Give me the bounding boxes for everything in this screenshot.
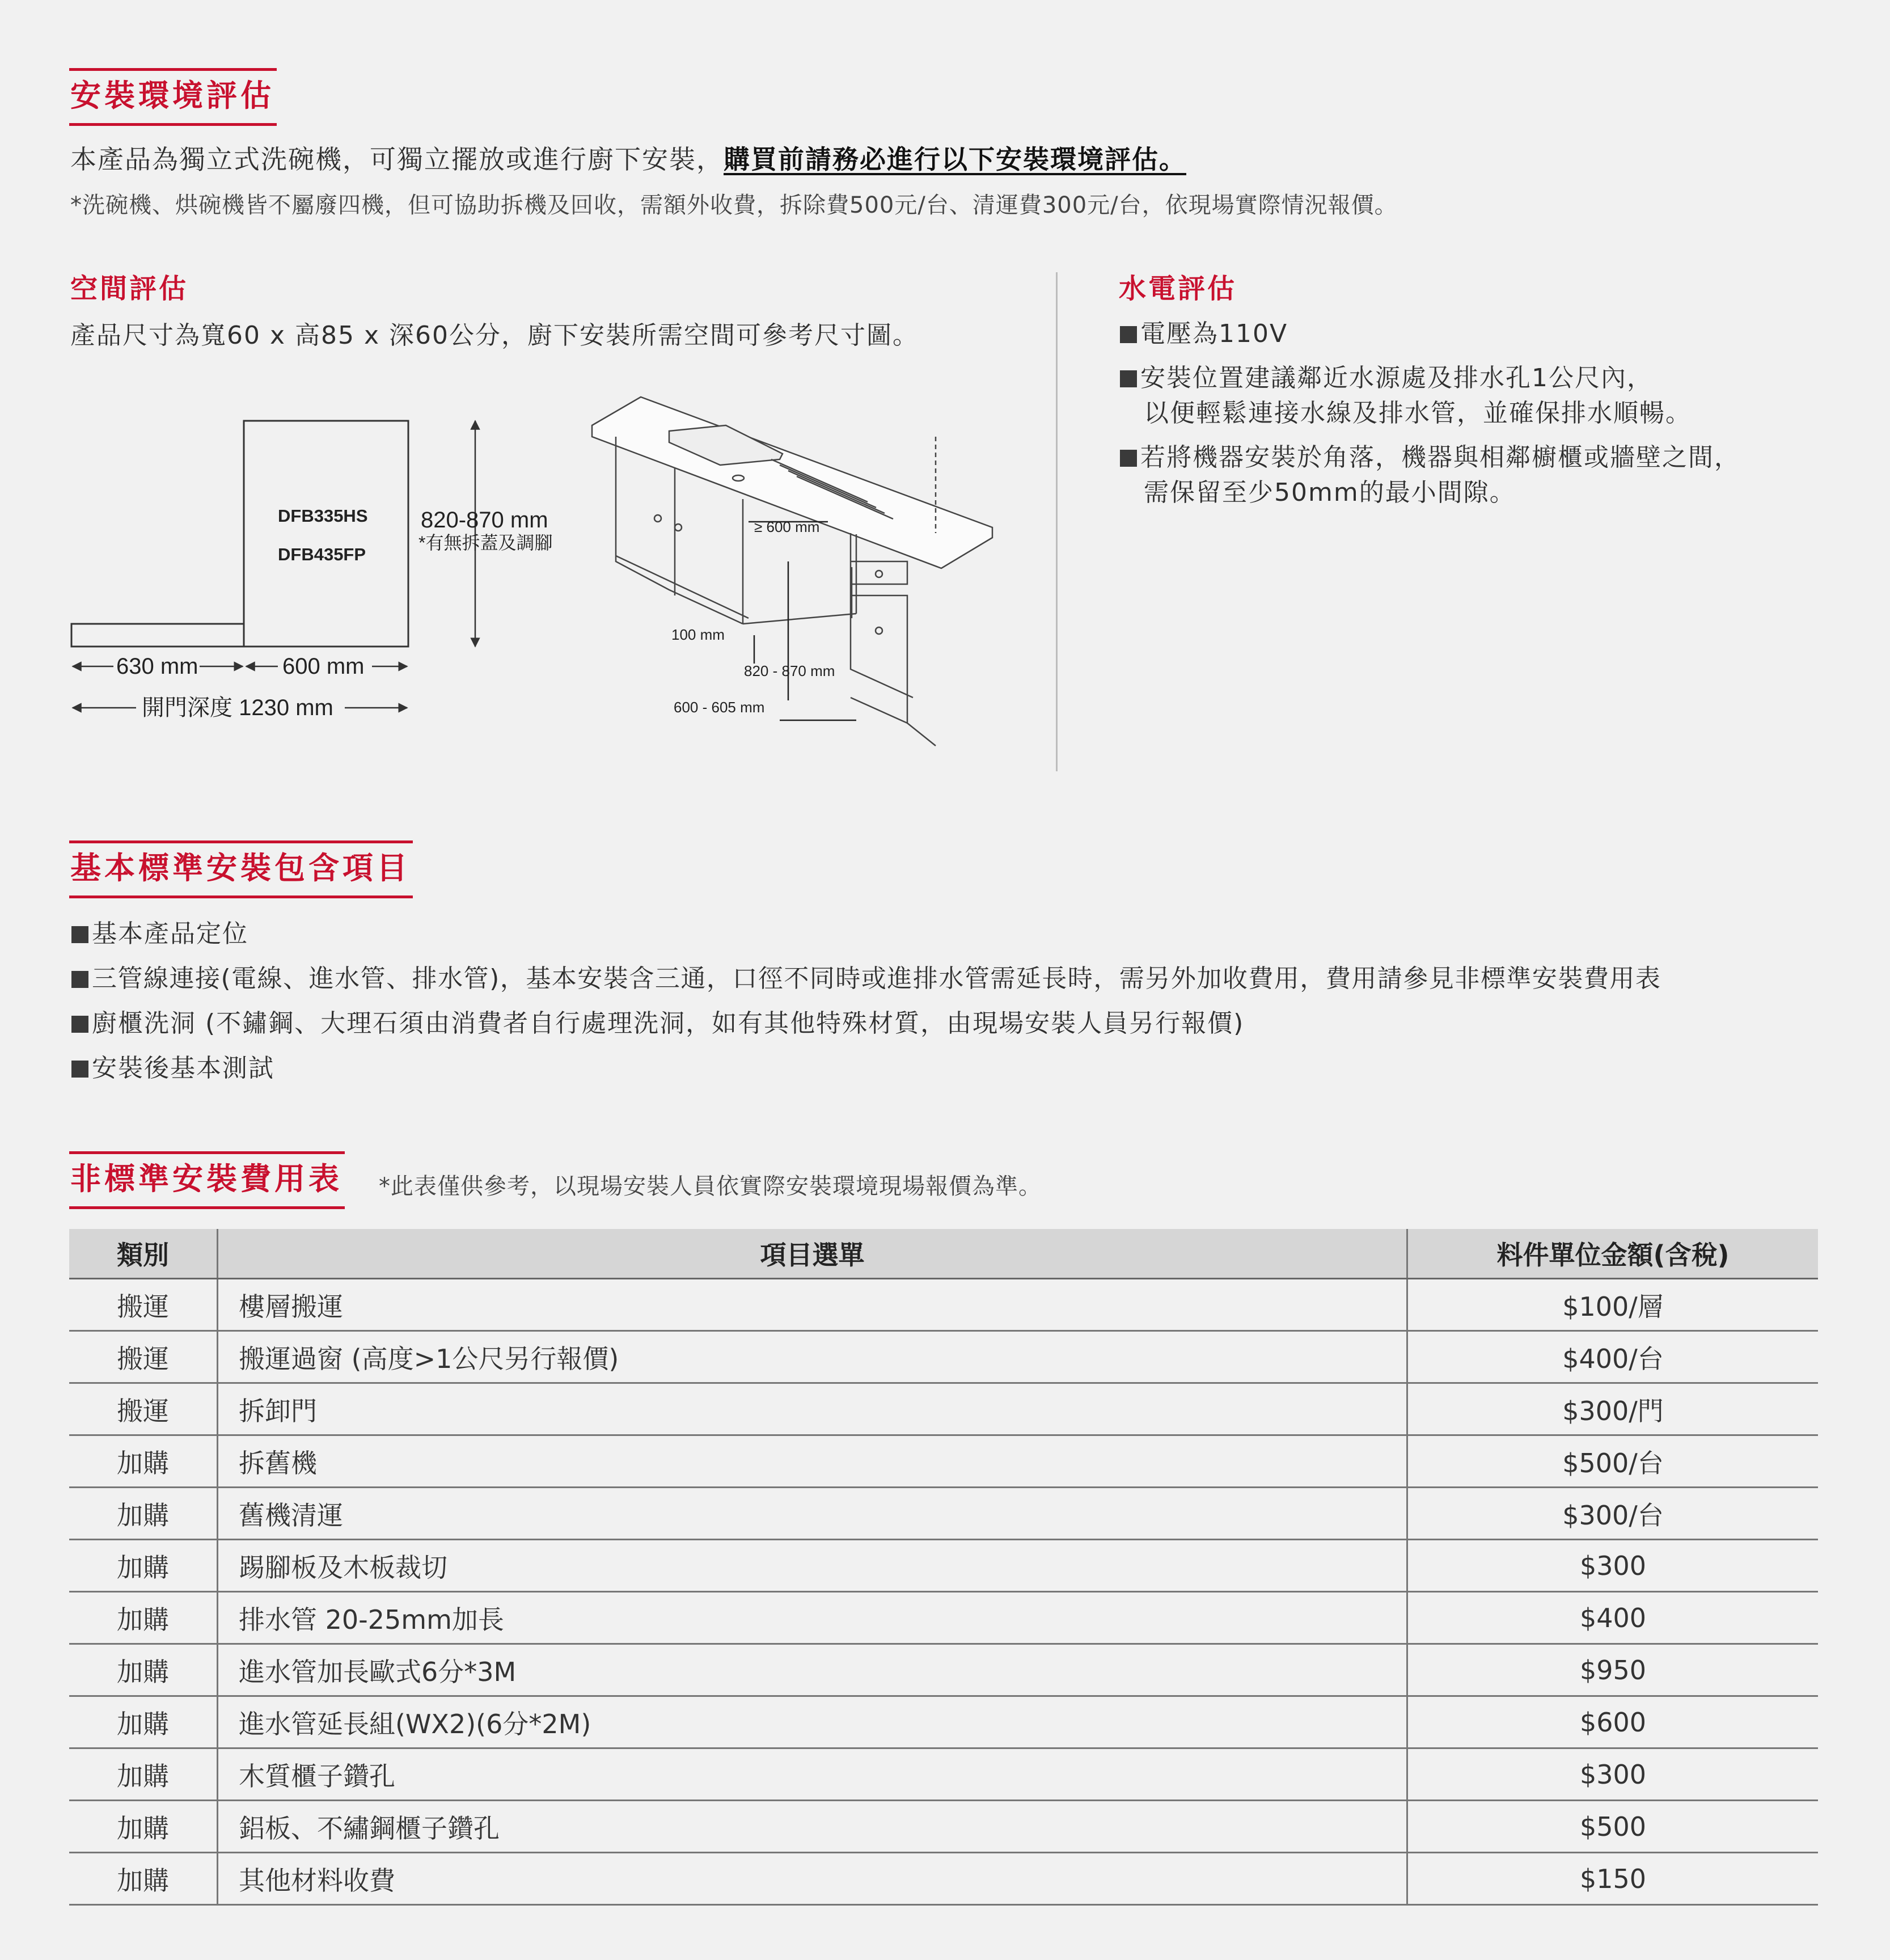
- env-section-title: 安裝環境評估: [69, 68, 277, 126]
- row-category: 加購: [69, 1488, 218, 1540]
- bullet-square-icon: [1120, 326, 1137, 343]
- bullet-square-icon: [71, 971, 88, 988]
- fee-table: [69, 1229, 1818, 1906]
- row-item: 舊機清運: [218, 1488, 1407, 1540]
- fees-note: *此表僅供參考，以現場安裝人員依實際安裝環境現場報價為準。: [379, 1173, 1042, 1199]
- basic-item: 基本產品定位: [71, 918, 248, 950]
- table-row: [69, 1644, 1818, 1696]
- row-item: 木質櫃子鑽孔: [218, 1748, 1407, 1801]
- table-row: [69, 1748, 1818, 1801]
- power-title: 水電評估: [1119, 273, 1237, 305]
- row-item: 搬運過窗 (高度>1公尺另行報價): [218, 1331, 1407, 1383]
- header-category: 類別: [69, 1229, 218, 1279]
- table-row: [69, 1801, 1818, 1853]
- row-price: $300/門: [1407, 1383, 1819, 1435]
- row-item: 樓層搬運: [218, 1279, 1407, 1331]
- table-row: [69, 1383, 1818, 1435]
- row-price: $500/台: [1407, 1435, 1819, 1488]
- model-label-2: DFB435FP: [278, 544, 366, 564]
- row-category: 加購: [69, 1592, 218, 1644]
- row-category: 搬運: [69, 1279, 218, 1331]
- row-category: 加購: [69, 1801, 218, 1853]
- table-row: [69, 1696, 1818, 1748]
- env-intro: [70, 143, 1186, 177]
- row-item: 其他材料收費: [218, 1853, 1407, 1905]
- space-desc: 產品尺寸為寬60 x 高85 x 深60公分，廚下安裝所需空間可參考尺寸圖。: [70, 321, 919, 350]
- row-category: 搬運: [69, 1383, 218, 1435]
- power-item-corner: 若將機器安裝於角落，機器與相鄰櫥櫃或牆壁之間，: [1120, 441, 1740, 474]
- env-note: *洗碗機、烘碗機皆不屬廢四機，但可協助拆機及回收，需額外收費，拆除費500元/台、清運費300元/台，依現場實際情況報價。: [70, 192, 1398, 218]
- row-price: $600: [1407, 1696, 1819, 1748]
- header-price: 料件單位金額(含稅): [1407, 1229, 1819, 1279]
- basic-item: 廚櫃洗洞 (不鏽鋼、大理石須由消費者自行處理洗洞，如有其他特殊材質，由現場安裝人員另行報價): [71, 1007, 1244, 1040]
- toe-kick-label: 100 mm: [671, 626, 725, 643]
- fee-table-header-row: [69, 1229, 1818, 1279]
- dimension-diagram: [57, 408, 578, 737]
- row-category: 加購: [69, 1435, 218, 1488]
- open-door-outline: [71, 624, 244, 647]
- power-item-location-cont: 以便輕鬆連接水線及排水管，並確保排水順暢。: [1144, 399, 1692, 428]
- row-price: $100/層: [1407, 1279, 1819, 1331]
- cabinet-height-label: 820 - 870 mm: [744, 662, 835, 679]
- bullet-square-icon: [71, 1061, 88, 1078]
- bullet-square-icon: [71, 1016, 88, 1033]
- door-width-label: 630 mm: [116, 654, 198, 679]
- row-price: $300/台: [1407, 1488, 1819, 1540]
- row-price: $400/台: [1407, 1331, 1819, 1383]
- table-row: [69, 1540, 1818, 1592]
- row-item: 拆舊機: [218, 1435, 1407, 1488]
- row-item: 進水管加長歐式6分*3M: [218, 1644, 1407, 1696]
- open-depth-label: 開門深度 1230 mm: [142, 695, 333, 720]
- row-item: 拆卸門: [218, 1383, 1407, 1435]
- table-row: [69, 1331, 1818, 1383]
- cabinet-width-label: ≥ 600 mm: [754, 518, 820, 535]
- row-price: $300: [1407, 1748, 1819, 1801]
- basic-section-title: 基本標準安裝包含項目: [69, 840, 413, 898]
- body-depth-label: 600 mm: [282, 654, 365, 679]
- bullet-square-icon: [1120, 370, 1137, 387]
- height-range-label: 820-870 mm: [421, 508, 548, 533]
- row-category: 加購: [69, 1540, 218, 1592]
- table-row: [69, 1592, 1818, 1644]
- env-intro-plain: 本產品為獨立式洗碗機，可獨立擺放或進行廚下安裝，: [70, 144, 724, 175]
- dishwasher-outline: [244, 421, 408, 647]
- row-category: 加購: [69, 1644, 218, 1696]
- power-item-location: 安裝位置建議鄰近水源處及排水孔1公尺內，: [1120, 362, 1653, 394]
- row-item: 鋁板、不繡鋼櫃子鑽孔: [218, 1801, 1407, 1853]
- power-item-corner-cont: 需保留至少50mm的最小間隙。: [1144, 478, 1516, 507]
- row-category: 搬運: [69, 1331, 218, 1383]
- bullet-square-icon: [1120, 450, 1137, 467]
- basic-item: 安裝後基本測試: [71, 1052, 274, 1084]
- space-title: 空間評估: [70, 273, 189, 305]
- power-item-voltage: 電壓為110V: [1120, 318, 1288, 350]
- row-price: $500: [1407, 1801, 1819, 1853]
- cabinet-depth-label: 600 - 605 mm: [674, 699, 765, 716]
- row-price: $300: [1407, 1540, 1819, 1592]
- row-category: 加購: [69, 1748, 218, 1801]
- row-category: 加購: [69, 1696, 218, 1748]
- row-price: $150: [1407, 1853, 1819, 1905]
- header-item: 項目選單: [218, 1229, 1407, 1279]
- cabinet-diagram: [584, 391, 1026, 754]
- row-item: 踢腳板及木板裁切: [218, 1540, 1407, 1592]
- drawer: [851, 561, 907, 584]
- row-price: $950: [1407, 1644, 1819, 1696]
- row-price: $400: [1407, 1592, 1819, 1644]
- env-intro-strong: 購買前請務必進行以下安裝環境評估。: [724, 144, 1186, 175]
- table-row: [69, 1853, 1818, 1905]
- bullet-square-icon: [71, 926, 88, 943]
- model-label-1: DFB335HS: [278, 506, 368, 526]
- fees-section-title: 非標準安裝費用表: [69, 1151, 345, 1209]
- row-item: 進水管延長組(WX2)(6分*2M): [218, 1696, 1407, 1748]
- row-item: 排水管 20-25mm加長: [218, 1592, 1407, 1644]
- countertop: [592, 397, 992, 568]
- column-divider: [1056, 272, 1058, 771]
- table-row: [69, 1435, 1818, 1488]
- table-row: [69, 1279, 1818, 1331]
- basic-item: 三管線連接(電線、進水管、排水管)，基本安裝含三通，口徑不同時或進排水管需延長時，需另外加收費用，費用請參見非標準安裝費用表: [71, 962, 1661, 995]
- row-category: 加購: [69, 1853, 218, 1905]
- table-row: [69, 1488, 1818, 1540]
- height-note-label: *有無拆蓋及調腳: [418, 533, 553, 553]
